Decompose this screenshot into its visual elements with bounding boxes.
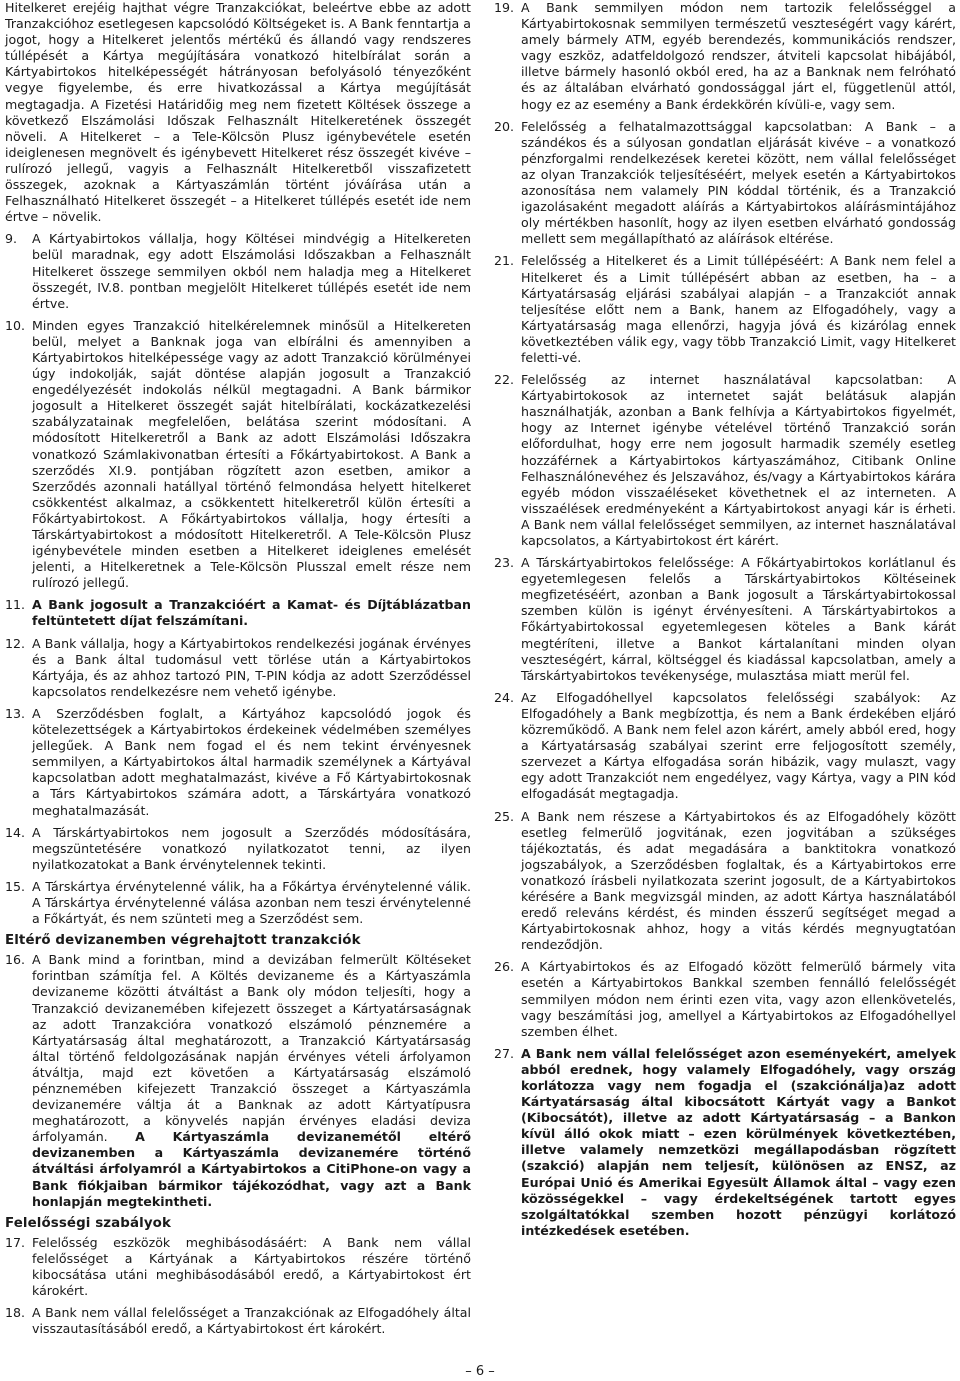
list-item <box>494 690 956 803</box>
item-number: 15. <box>5 878 26 894</box>
page-number: – 6 – <box>465 1364 495 1379</box>
item-number: 26. <box>494 959 515 975</box>
list-item <box>5 1235 471 1299</box>
item-number: 21. <box>494 253 515 269</box>
item-number: 13. <box>5 705 26 721</box>
list-item <box>5 231 471 311</box>
item-number: 10. <box>5 317 26 333</box>
list-item <box>494 1046 956 1239</box>
item-number: 23. <box>494 555 515 571</box>
item-text: A Társkártyabirtokos felelőssége: A Főkártyabirtokos korlátlanul és egyetemlegesen felelős a Társkártyabirtokos Költéseinek megfizetéséért, azonban a Bank jogosult a Társkártyabirtokossal szemben külön is igényt érvényesíteni. A Társkártyabirtokos a Főkártyabirtokossal egyetemlegesen köteles a Bank kárát megtéríteni, illetve a Bankot kártalanítani minden olyan veszteségért, kárral, költséggel és kiadással kapcsolatban, amely a Társkártyabirtokos tevékenysége, mulasztása miatt merül fel. <box>521 555 956 683</box>
item-number: 20. <box>494 118 515 134</box>
list-item <box>5 825 471 873</box>
item-text-bold: A Kártyaszámla devizanemétől eltérő devizanemben a Kártyaszámla devizanemére történő átváltási árfolyamról a Kártyabirtokos a CitiPhone-on vagy a Bank fiókjaiban bármikor tájékozódhat, vagy azt a Bank honlapján megtekintheti. <box>32 1129 471 1209</box>
item-number: 9. <box>5 231 18 247</box>
item-text: A Kártyabirtokos vállalja, hogy Költései mindvégig a Hitelkereten belül maradnak, egy adott Elszámolási Időszakban a Felhasznált Hitelkeret összege semmilyen okból nem haladja meg a Hitelkeret összegét, IV.8. pontban megjelölt Hitelkeret túllépés esetét ide nem értve. <box>32 231 471 311</box>
list-item <box>5 597 471 629</box>
item-text: A Bank nem vállal felelősséget azon eseményekért, amelyek abból erednek, hogy valamely Elfogadóhely, vagy ország korlátozza vagy nem fogadja el (szakciónálja)az adott Kártyatársaság által kibocsátott Kártyát vagy a Bankot (Kibocsátót), illetve az adott Kártyatársaság – a Bankon kívül álló okok miatt – ezen körülmények következtében, illetve valamely nemzetközi megállapodásban rögzített (szakció) alapján nem teljesít, különösen az ENSZ, az Európai Unió és Amerikai Egyesült Államok által – vagy ezen közösségekkel – vagy érdekeltségének tartott egyes szolgáltatókkal szemben hozott pénzügyi korlátozó intézkedések esetében. <box>521 1045 956 1238</box>
continuation-paragraph: Hitelkeret erejéig hajthat végre Tranzakciókat, beleértve ebbe az adott Tranzakcióhoz esetlegesen kapcsolódó Költségeket is. A Bank fenntartja a jogot, hogy a Hitelkeret jelentős mértékű és állandó vagy rendszeres túllépését a Kártya megújítására vonatkozó hitelbírálat során a Kártyabirtokos hitelképességét hátrányosan befolyásoló tényezőként vegye figyelembe, és erre hivatkozással a Kártya megújítását megtagadja. A Fizetési Határidőig meg nem fizetett Költések összege a következő Elszámolási Időszak Felhasznált Hitelkeretének összegét növeli. A Hitelkeret – a Tele-Kölcsön Plusz igénybevétele esetén ideiglenesen megnövelt és igénybevett Hitelkeret rész összegét kivéve – rulírozó jellegű, vagyis a Felhasznált Hitelkeretből visszafizetett összegek, azoknak a Kártyaszámlán történt jóváírása után a Felhasználható Hitelkeret összegét – a Hitelkeret túllépés esetét ide nem értve – növelik. <box>5 0 471 225</box>
item-number: 16. <box>5 952 26 968</box>
list-item <box>494 959 956 1039</box>
right-column <box>494 0 956 1245</box>
item-number: 18. <box>5 1305 26 1321</box>
section-heading-liability: Felelősségi szabályok <box>5 1215 171 1231</box>
list-item <box>5 318 471 592</box>
list-item <box>494 253 956 366</box>
item-number: 14. <box>5 824 26 840</box>
item-number: 27. <box>494 1045 515 1061</box>
item-number: 22. <box>494 372 515 388</box>
item-text-regular: A Bank mind a forintban, mind a devizában felmerült Költéseket forintban számítja fel. A Költés devizaneme és a Kártyaszámla devizaneme közötti átváltást a Bank oly módon teljesíti, hogy a Tranzakció devizanemében kifejezett összeget a Kártyatársaságnak az adott Tranzakcióra vonatkozó elszámoló pénznemére a Kártyatársaság által meghatározott, a Tranzakció Kártyatársaság által történő feldolgozásának napján érvényes vételi árfolyamon átváltja, majd ezt követően a Kártyatársaság elszámoló pénznemében kifejezett Tranzakció összeget a Kártyaszámla devizanemére váltja át a Banknak az adott Kártyatípusra meghatározott, a könyvelés napján érvényes eladási deviza árfolyamán. <box>32 952 471 1145</box>
list-item <box>494 809 956 954</box>
item-text: Minden egyes Tranzakció hitelkérelemnek minősül a Hitelkereten belül, melyet a Banknak joga van elbírálni és amennyiben a Kártyabirtokos hitelképessége vagy az adott Tranzakció körülményei úgy indokolják, saját döntése alapján jogosult a Tranzakció engedélyezését indokolás nélkül megtagadni. A Bank bármikor jogosult a Hitelkeret összegét saját hitelbírálati, kockázatkezelési szabályzatainak megfelelően, belátása szerint módosítani. A módosított Hitelkeretről a Bank az adott Elszámolási Időszakra vonatkozó Számlakivonatban értesíti a Főkártyabirtokost. A Bank a szerződés XI.9. pontjában rögzített azon esetben, amikor a Szerződés azonnali hatállyal történő felmondása helyett hitelkeret csökkentést alkalmaz, a csökkentett hitelkeretről külön értesíti a Főkártyabirtokost. A Főkártyabirtokos vállalja, hogy értesíti a Társkártyabirtokost a módosított Hitelkeretről. A Tele-Kölcsön Plusz igénybevétele minden esetben a Hitelkeret ideiglenes emelését jelenti, a Hitelkeretnek a Tele-Kölcsön Plusszal emelt része nem rulírozó jellegű. <box>32 317 471 591</box>
list-item <box>5 706 471 819</box>
list-item <box>494 555 956 684</box>
item-text: A Társkártyabirtokos nem jogosult a Szerződés módosítására, megszüntetésére vonatkozó nyilatkozatot tenni, az ilyen nyilatkozatokat a Bank érvénytelennek tekinti. <box>32 824 471 872</box>
item-text: Felelősség az internet használatával kapcsolatban: A Kártyabirtokosok az internetet saját belátásuk alapján használhatják, azonban a Bank felhívja a Kártyabirtokos figyelmét, hogy az Internet igénybe vételével történő Tranzakció során előfordulhat, hogy erre nem jogosult harmadik személy esetleg hozzáférnek a Kártyabirtokos kártyaszámához, Citibank Online Felhasználónevéhez és Jelszavához, és/vagy a Kártyabirtokos kárára egyéb módon visszaéléseket követhetnek el az interneten. A visszaélések eredményeként a Kártyabirtokost anyagi kár is érheti. A Bank nem vállal felelősséget semmilyen, az internet használatával kapcsolatos, a Kártyabirtokost ért kárért. <box>521 372 956 548</box>
item-text: A Szerződésben foglalt, a Kártyához kapcsolódó jogok és kötelezettségek a Kártyabirtokos érdekeinek védelmében személyes jellegűek. A Bank nem fogad el és nem tekint érvényesnek semmilyen, a Kártyabirtokos által harmadik személynek a Kártyával kapcsolatban adott meghatalmazást, kivéve a Fő Kártyabirtokosnak a Társ Kártyabirtokos számára adott, a Társkártyára vonatkozó meghatalmazását. <box>32 705 471 818</box>
item-text: A Bank nem részese a Kártyabirtokos és az Elfogadóhely között esetleg felmerülő jogvitának, ezen jogvitában a szükséges tájékoztatás, és adat megadására a banktitokra vonatkozó jogszabályok, a Szerződésben foglaltak, és a Kártyabirtokos erre vonatkozó írásbeli nyilatkozata szerint jogosult, de a Kártyabirtokos kérésére a Bank megvizsgál minden, az adott Kártya használatából eredő releváns kérdést, és minden ésszerű segítséget megad a Kártyabirtokosnak ahhoz, hogy a vitás kérdés megnyugtatóan rendeződjön. <box>521 808 956 953</box>
section-heading-currency: Eltérő devizanemben végrehajtott tranzakciók <box>5 933 361 949</box>
item-text: A Kártyabirtokos és az Elfogadó között felmerülő bármely vita esetén a Kártyabirtokos Bankkal szemben fennálló felelősségét semmilyen módon nem érinti ezen vita, vagy azon ellenkövetelés, vagy beszámítási jog, amellyel a Kártyabirtokos az Elfogadóhellyel szemben élhet. <box>521 959 956 1039</box>
item-text: Felelősség a felhatalmazottsággal kapcsolatban: A Bank – a szándékos és a súlyosan gondatlan eljárását kivéve – a vonatkozó pénzforgalmi rendelkezések keretei között, nem vállal felelősséget az olyan Tranzakciók teljesítéséért, melyek esetén a Kártyabirtokos azonosítása nem valamely PIN kóddal történik, és a Tranzakció igazolásaként megadott aláírás a Kártyabirtokos aláírásmintájához oly mértékben hasonlít, hogy az ilyen esetben elvárható gondosság mellett sem megállapítható az aláírások eltérése. <box>521 118 956 247</box>
item-text: A Bank nem vállal felelősséget a Tranzakciónak az Elfogadóhely által visszautasításából eredő, a Kártyabirtokost ért károkért. <box>32 1305 471 1337</box>
item-number: 11. <box>5 597 26 613</box>
list-item <box>5 952 471 1210</box>
list-item <box>5 636 471 700</box>
item-number: 25. <box>494 808 515 824</box>
item-number: 17. <box>5 1234 26 1250</box>
item-number: 19. <box>494 0 515 15</box>
list-item <box>5 879 471 927</box>
item-text: A Bank semmilyen módon nem tartozik felelősséggel a Kártyabirtokosnak semmilyen természetű veszteségért vagy kárért, amely bármely ATM, egyéb berendezés, kommunikációs rendszer, vagy eszköz, adatfeldolgozó rendszer, átviteli kapcsolat hibájából, illetve bármely hasonló okból ered, ha az a Banknak nem felróható és az általában elvárható gondossággal járt el, függetlenül attól, hogy ez az esemény a Bank érdekkörén kívüli-e, vagy sem. <box>521 0 956 112</box>
item-number: 24. <box>494 689 515 705</box>
item-text: A Bank jogosult a Tranzakcióért a Kamat- és Díjtáblázatban feltüntetett díjat felszámítani. <box>32 597 471 629</box>
list-item <box>494 372 956 549</box>
item-text: A Bank vállalja, hogy a Kártyabirtokos rendelkezési jogának érvényes és a Bank által tudomásul vett törlése után a Kártyabirtokos Kártyája, és az ahhoz tartozó PIN, T-PIN kódja az adott Szerződéssel kapcsolatos rendelkezésre nem vehető igénybe. <box>32 635 471 699</box>
list-item <box>494 119 956 248</box>
item-text: Az Elfogadóhellyel kapcsolatos felelősségi szabályok: Az Elfogadóhely a Bank megbízottja, és nem a Bank érdekében eljáró közreműködő. A Bank nem felel azon kárért, amely abból ered, hogy a Kártyatársaság szabályai szerint erre feljogosított személy, szervezet a Kártya elfogadása során hibázik, vagy mulaszt, vagy egy adott Tranzakciót nem engedélyez, vagy Kártya, vagy a PIN kód elfogadását megtagadja. <box>521 689 956 802</box>
item-text: A Társkártya érvénytelenné válik, ha a Főkártya érvénytelenné válik. A Társkártya érvénytelenné válása azonban nem teszi érvénytelenné a Főkártyát, és nem szünteti meg a Szerződést sem. <box>32 878 471 927</box>
list-item <box>5 1305 471 1337</box>
item-text <box>32 952 471 1210</box>
numbered-list-a <box>5 231 471 927</box>
item-text: Felelősség eszközök meghibásodásáért: A Bank nem vállal felelősséget a Kártyának a Kártyabirtokos részére történő kibocsátása utáni meghibásodásából eredő, a Kártyabirtokost ért károkért. <box>32 1234 471 1299</box>
item-text: Felelősség a Hitelkeret és a Limit túllépéséért: A Bank nem felel a Hitelkeret és a Limit túllépésért abban az esetben, ha – a Kártyatársaság eljárási szabályai alapján – a Tranzakciót annak teljesítése előtt nem a Bank, hanem az Elfogadóhely, vagy a Kártyatársaság maga ellenőrzi, hagyja jóvá és kizárólag ennek következtében válik egy, vagy több Tranzakció Limit, vagy Hitelkeret feletti-vé. <box>521 253 956 365</box>
item-number: 12. <box>5 635 26 651</box>
left-column <box>5 0 471 1343</box>
list-item <box>494 0 956 113</box>
